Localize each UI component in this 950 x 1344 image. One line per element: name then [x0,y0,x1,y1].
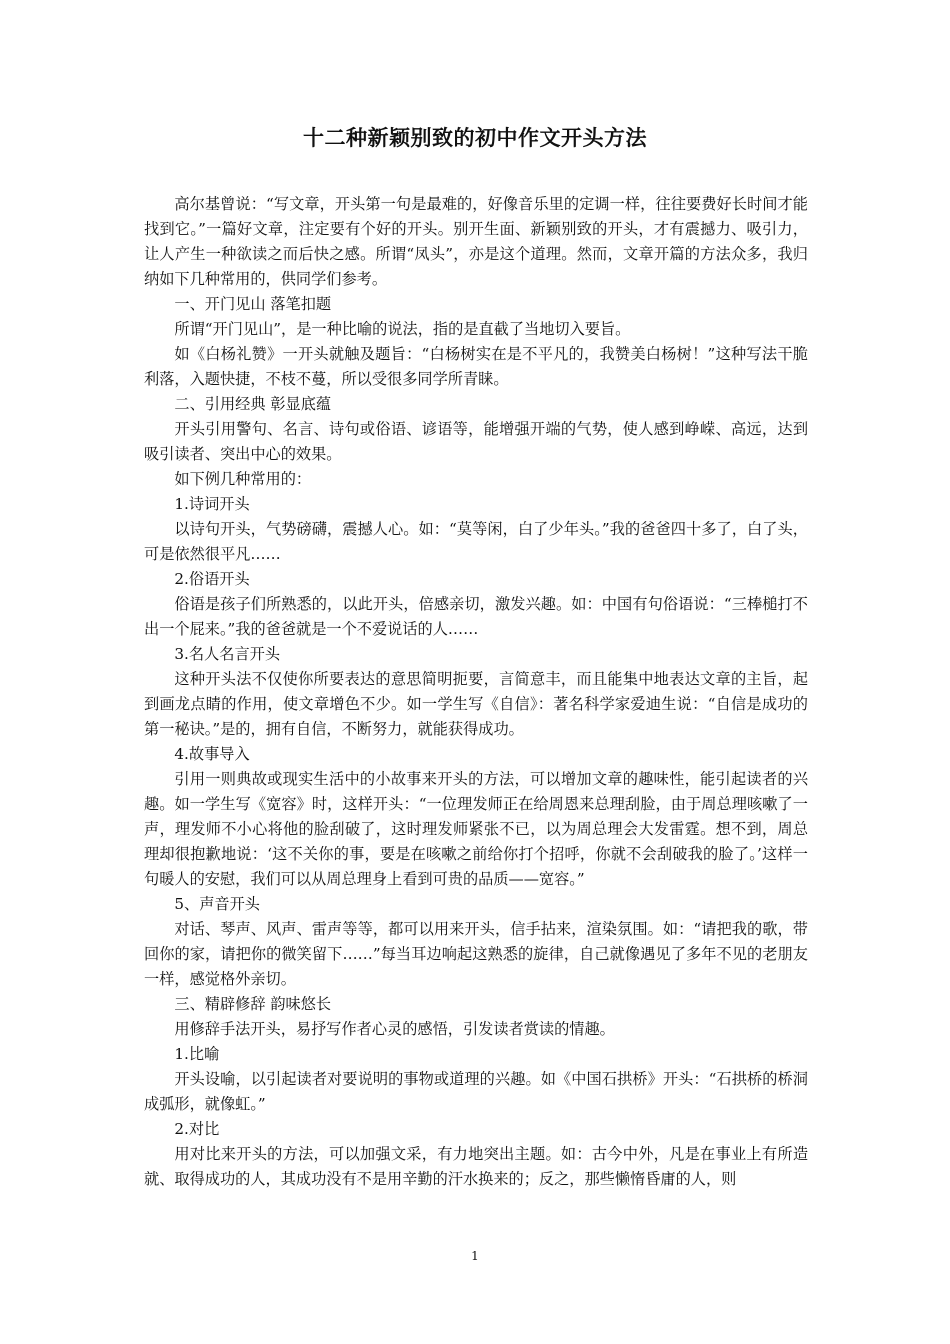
paragraph: 这种开头法不仅使你所要表达的意思简明扼要，言简意丰，而且能集中地表达文章的主旨，起到画龙点睛的作用，使文章增色不少。如一学生写《自信》：著名科学家爱迪生说：“自信是成功的第一秘诀。”是的，拥有自信，不断努力，就能获得成功。 [144,670,808,738]
paragraph: 对话、琴声、风声、雷声等等，都可以用来开头，信手拈来，渲染氛围。如：“请把我的歌，带回你的家，请把你的微笑留下……”每当耳边响起这熟悉的旋律，自己就像遇见了多年不见的老朋友一样，感觉格外亲切。 [144,920,808,988]
section-heading-2: 二、引用经典 彰显底蕴 [174,395,332,413]
subsection-heading: 2.俗语开头 [174,570,250,588]
paragraph: 如下例几种常用的： [174,470,312,488]
paragraph: 开头设喻，以引起读者对要说明的事物或道理的兴趣。如《中国石拱桥》开头：“石拱桥的桥洞成弧形，就像虹。” [144,1070,808,1113]
paragraph: 所谓“开门见山”，是一种比喻的说法，指的是直截了当地切入要旨。 [174,320,631,338]
paragraph: 开头引用警句、名言、诗句或俗语、谚语等，能增强开端的气势，使人感到峥嵘、高远，达到吸引读者、突出中心的效果。 [144,420,808,463]
subsection-heading: 2.对比 [174,1120,220,1138]
page-title: 十二种新颖别致的初中作文开头方法 [303,126,647,150]
subsection-heading: 5、声音开头 [174,895,260,913]
section-heading-3: 三、精辟修辞 韵味悠长 [174,995,332,1013]
paragraph: 如《白杨礼赞》一开头就触及题旨：“白杨树实在是不平凡的，我赞美白杨树！”这种写法干脆利落，入题快捷，不枝不蔓，所以受很多同学所青睐。 [144,345,808,388]
paragraph-intro: 高尔基曾说：“写文章，开头第一句是最难的，好像音乐里的定调一样，往往要费好长时间才能找到它。”一篇好文章，注定要有个好的开头。别开生面、新颖别致的开头，才有震撼力、吸引力，让人产生一种欲读之而后快之感。所谓“凤头”，亦是这个道理。然而，文章开篇的方法众多，我归纳如下几种常用的，供同学们参考。 [144,195,808,288]
paragraph: 俗语是孩子们所熟悉的，以此开头，倍感亲切，激发兴趣。如：中国有句俗语说：“三棒槌打不出一个屁来。”我的爸爸就是一个不爱说话的人…… [144,595,808,638]
paragraph: 引用一则典故或现实生活中的小故事来开头的方法，可以增加文章的趣味性，能引起读者的兴趣。如一学生写《宽容》时，这样开头：“一位理发师正在给周恩来总理刮脸，由于周总理咳嗽了一声，理发师不小心将他的脸刮破了，这时理发师紧张不已，以为周总理会大发雷霆。想不到，周总理却很抱歉地说：‘这不关你的事，要是在咳嗽之前给你打个招呼，你就不会刮破我的脸了。’这样一句暖人的安慰，我们可以从周总理身上看到可贵的品质——宽容。” [144,770,808,888]
paragraph: 用修辞手法开头，易抒写作者心灵的感悟，引发读者赏读的情趣。 [174,1020,615,1038]
subsection-heading: 4.故事导入 [174,745,250,763]
section-heading-1: 一、开门见山 落笔扣题 [174,295,332,313]
paragraph: 以诗句开头，气势磅礴，震撼人心。如：“莫等闲，白了少年头。”我的爸爸四十多了，白了头，可是依然很平凡…… [144,520,808,563]
subsection-heading: 1.比喻 [174,1045,220,1063]
document-body [144,192,808,1192]
subsection-heading: 1.诗词开头 [174,495,250,513]
paragraph: 用对比来开头的方法，可以加强文采，有力地突出主题。如：古今中外，凡是在事业上有所造就、取得成功的人，其成功没有不是用辛勤的汗水换来的；反之，那些懒惰昏庸的人，则 [144,1145,808,1188]
page-number: 1 [471,1249,479,1263]
subsection-heading: 3.名人名言开头 [174,645,281,663]
